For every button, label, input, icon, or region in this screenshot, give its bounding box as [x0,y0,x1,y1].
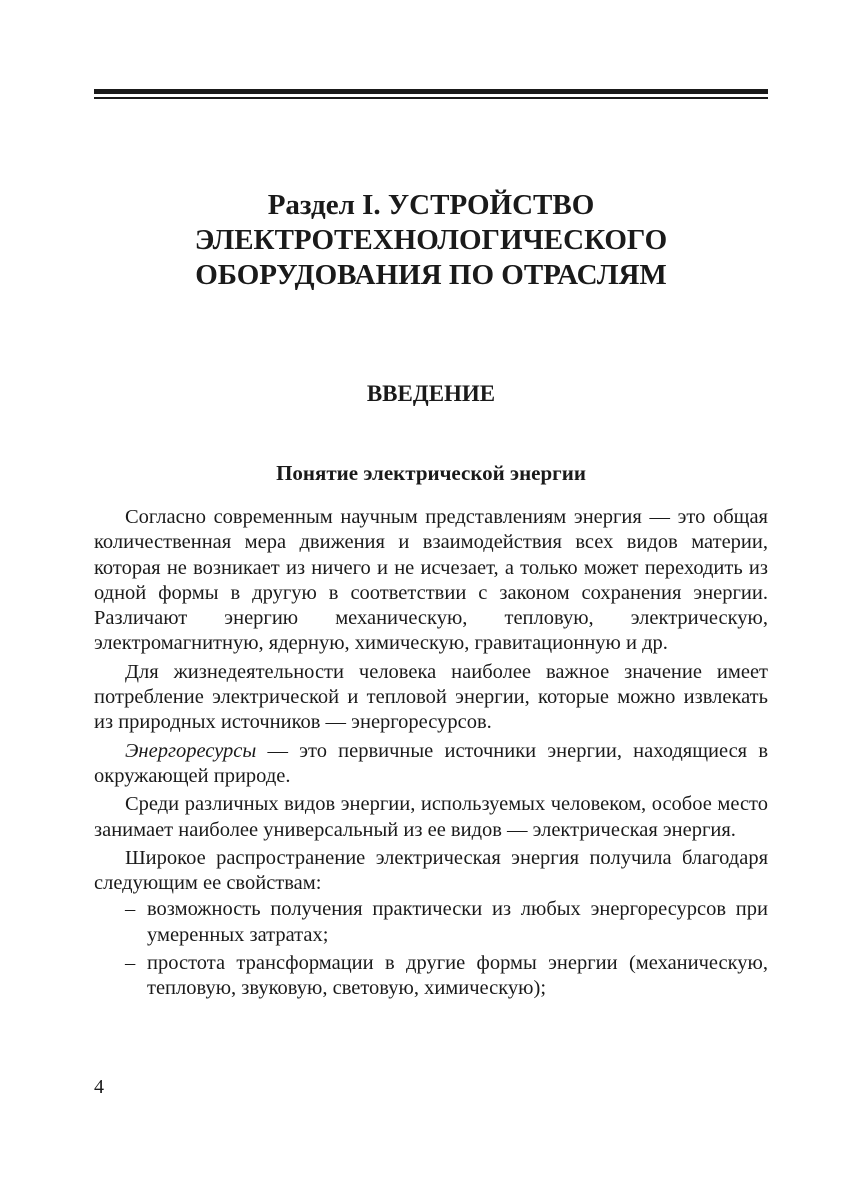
paragraph-energy-definition: Согласно современным научным представлениям энергия — это общая количественная мера движения и взаимодействия всех видов материи, которая не возникает из ничего и не исчезает, а только может переходить из одной формы в другую в соответствии с законом сохранения энергии. Различают энергию механическую, тепловую, электрическую, электромагнитную, ядерную, химическую, гравитационную и др. [94,506,768,655]
section-title-line: Раздел I. УСТРОЙСТВО [267,189,595,221]
properties-list [94,897,768,1001]
paragraph-electric-energy: Среди различных видов энергии, используемых человеком, особое место занимает наиболее универсальный из ее видов — электрическая энергия. [94,793,768,841]
header-rule-thick [94,89,768,94]
list-item [94,951,768,1002]
list-dash: – [125,952,136,975]
page-number: 4 [94,1076,104,1098]
list-item-text: возможность получения практически из любых энергоресурсов при умеренных затратах; [147,898,768,946]
term-energy-resources: Энергоресурсы [125,739,257,762]
paragraph-consumption: Для жизнедеятельности человека наиболее важное значение имеет потребление электрической и тепловой энергии, которые можно извлекать из природных источников — энергоресурсов. [94,660,768,734]
section-title [94,188,768,293]
list-dash: – [125,898,136,921]
body-text [94,505,768,1005]
list-item [94,897,768,948]
list-item-text: простота трансформации в другие формы энергии (механическую, тепловую, звуковую, световую, химическую); [147,952,768,1000]
section-title-line: ОБОРУДОВАНИЯ ПО ОТРАСЛЯМ [195,259,667,291]
paragraph-energy-resources [94,739,768,790]
paragraph-properties-intro: Широкое распространение электрическая энергия получила благодаря следующим ее свойствам: [94,846,768,895]
subsection-heading: Понятие электрической энергии [276,461,586,485]
section-title-line: ЭЛЕКТРОТЕХНОЛОГИЧЕСКОГО [194,224,668,256]
intro-heading: ВВЕДЕНИЕ [366,381,496,406]
paragraph-energy-resources-text: — это первичные источники энергии, находящиеся в окружающей природе. [94,739,768,787]
header-rule-thin [94,97,768,99]
